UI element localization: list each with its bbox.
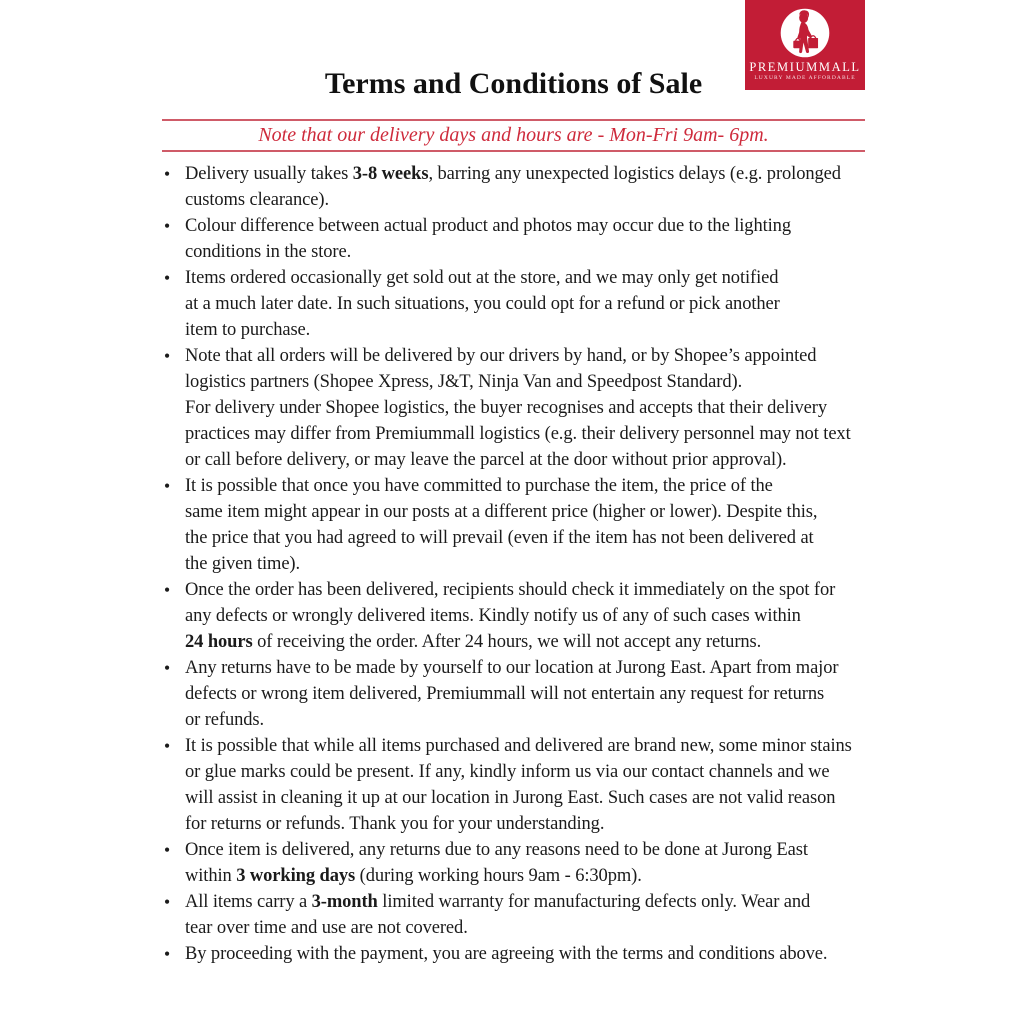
term-item: • Note that all orders will be delivered by our drivers by hand, or by Shopee’s appointed logistics partners (Shopee Xpress, J&T, Ninja Van and Speedpost Standard). For delivery under Shopee logistics, the buyer recognises and accepts that their delivery practices may differ from Premiummall logistics (e.g. their delivery personnel may not text or call before delivery, or may leave the parcel at the door without prior approval).	[162, 343, 922, 473]
brand-name: PREMIUMMALL	[749, 60, 861, 74]
term-item: • All items carry a 3-month limited warranty for manufacturing defects only. Wear and tear over time and use are not covered.	[162, 889, 922, 941]
woman-with-shopping-bags-icon	[778, 6, 832, 60]
delivery-note: Note that our delivery days and hours are - Mon-Fri 9am- 6pm.	[258, 124, 769, 146]
term-item: • Delivery usually takes 3-8 weeks, barring any unexpected logistics delays (e.g. prolonged customs clearance).	[162, 161, 922, 213]
terms-list	[162, 161, 922, 967]
brand-tagline: LUXURY MADE AFFORDABLE	[754, 74, 856, 81]
page-title: Terms and Conditions of Sale	[324, 67, 703, 100]
term-item: • Items ordered occasionally get sold out at the store, and we may only get notified at a much later date. In such situations, you could opt for a refund or pick another item to purchase.	[162, 265, 922, 343]
term-item: • By proceeding with the payment, you are agreeing with the terms and conditions above.	[162, 941, 922, 967]
term-item: • Once the order has been delivered, recipients should check it immediately on the spot for any defects or wrongly delivered items. Kindly notify us of any of such cases within 24 hours of receiving the order. After 24 hours, we will not accept any returns.	[162, 577, 922, 655]
term-item: • It is possible that while all items purchased and delivered are brand new, some minor stains or glue marks could be present. If any, kindly inform us via our contact channels and we will assist in cleaning it up at our location in Jurong East. Such cases are not valid reason for returns or refunds. Thank you for your understanding.	[162, 733, 922, 837]
term-item: • Colour difference between actual product and photos may occur due to the lighting conditions in the store.	[162, 213, 922, 265]
delivery-note-band	[162, 119, 865, 152]
term-item: • Any returns have to be made by yourself to our location at Jurong East. Apart from major defects or wrong item delivered, Premiummall will not entertain any request for returns or refunds.	[162, 655, 922, 733]
term-item: • Once item is delivered, any returns due to any reasons need to be done at Jurong East within 3 working days (during working hours 9am - 6:30pm).	[162, 837, 922, 889]
term-item: • It is possible that once you have committed to purchase the item, the price of the same item might appear in our posts at a different price (higher or lower). Despite this, the price that you had agreed to will prevail (even if the item has not been delivered at the given time).	[162, 473, 922, 577]
